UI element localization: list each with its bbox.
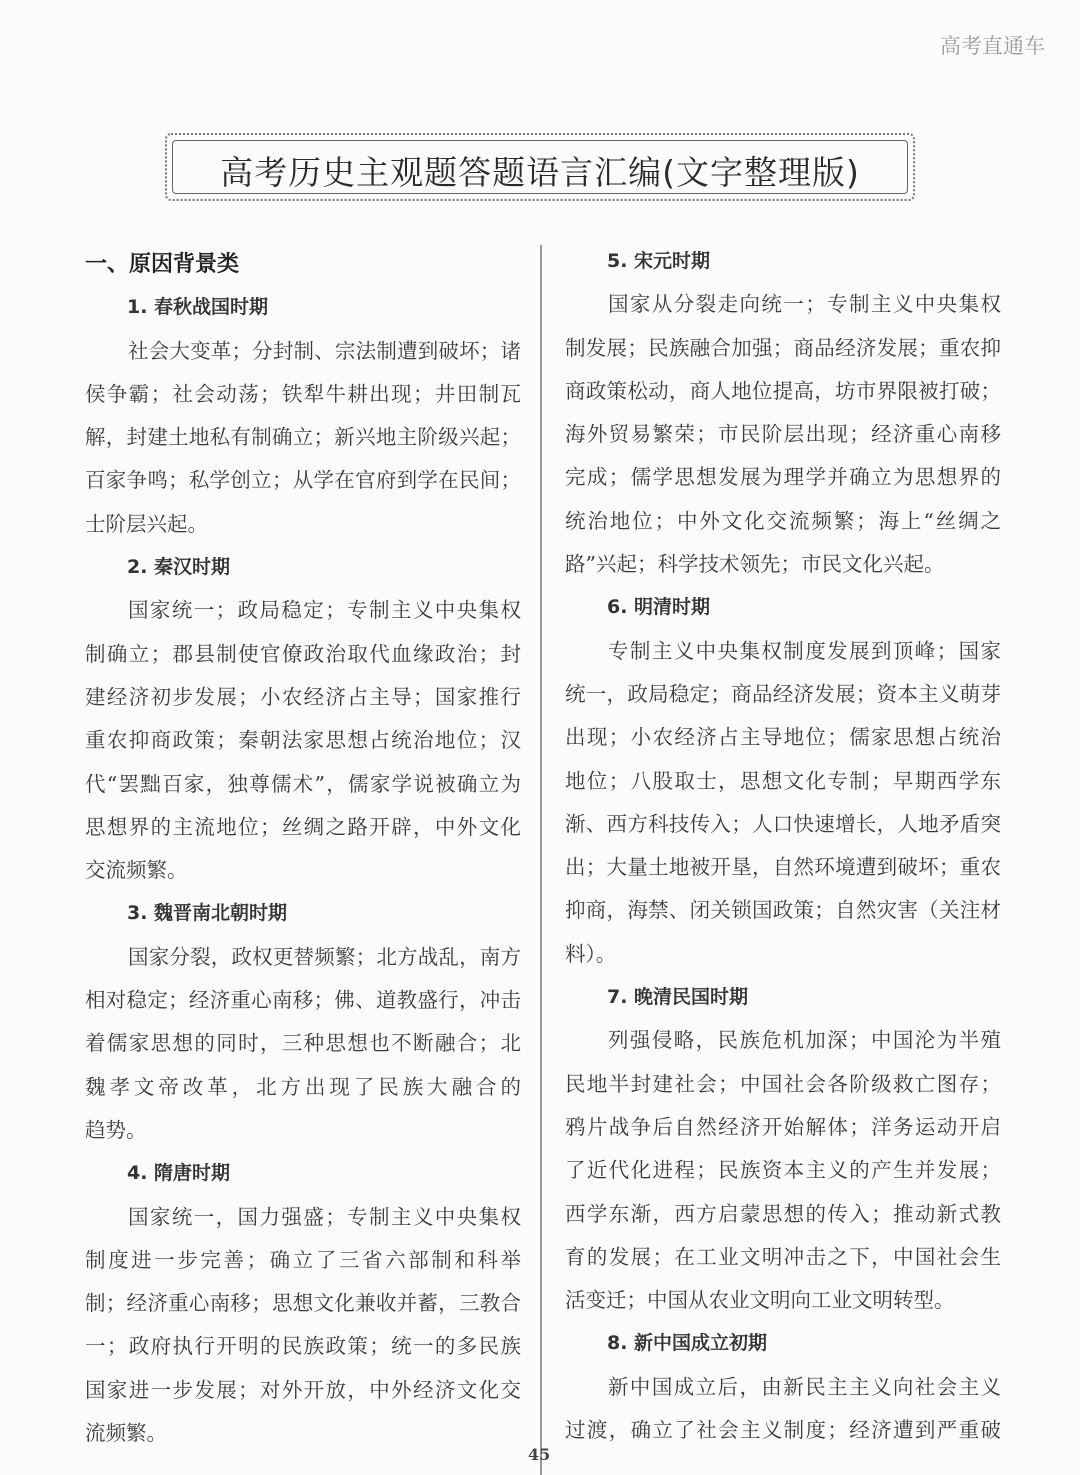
period-paragraph (565, 1019, 1001, 1322)
text-line: 统一，政局稳定；商品经济发展；资本主义萌芽 (565, 681, 1001, 706)
text-line: 士阶层兴起。 (85, 511, 208, 536)
section-heading: 一、原因背景类 (85, 252, 240, 277)
period-paragraph (85, 936, 521, 1152)
text-line: 抑商，海禁、闭关锁国政策；自然灾害（关注材 (565, 898, 1001, 923)
text-line: 趋势。 (85, 1117, 147, 1142)
text-line: 思想界的主流地位；丝绸之路开辟，中外文化 (85, 814, 521, 839)
period-heading: 8. 新中国成立初期 (607, 1332, 768, 1355)
text-line: 列强侵略，民族危机加深；中国沦为半殖 (608, 1028, 1001, 1053)
period-paragraph (85, 1196, 521, 1456)
text-line: 新中国成立后，由新民主主义向社会主义 (608, 1374, 1001, 1399)
period-heading: 6. 明清时期 (607, 596, 711, 619)
text-line: 社会大变革；分封制、宗法制遭到破坏；诸 (128, 338, 521, 363)
text-line: 代“罢黜百家，独尊儒术”，儒家学说被确立为 (85, 771, 521, 796)
text-line: 重农抑商政策；秦朝法家思想占统治地位；汉 (85, 728, 521, 753)
text-line: 料）。 (565, 941, 617, 966)
text-line: 了近代化进程；民族资本主义的产生并发展； (565, 1158, 1001, 1183)
text-line: 地位；八股取士，思想文化专制；早期西学东 (565, 768, 1001, 793)
text-line: 完成；儒学思想发展为理学并确立为思想界的 (565, 465, 1001, 490)
text-line: 过渡，确立了社会主义制度；经济遭到严重破 (565, 1418, 1001, 1443)
text-line: 着儒家思想的同时，三种思想也不断融合；北 (85, 1031, 521, 1056)
text-line: 渐、西方科技传入；人口快速增长，人地矛盾突 (565, 811, 1001, 836)
text-line: 侯争霸；社会动荡；铁犁牛耕出现；井田制瓦 (85, 381, 521, 406)
period-heading: 2. 秦汉时期 (127, 556, 231, 579)
column-divider (540, 245, 542, 1475)
text-line: 西学东渐，西方启蒙思想的传入；推动新式教 (565, 1201, 1001, 1226)
period-paragraph (565, 283, 1001, 586)
text-line: 统治地位；中外文化交流频繁；海上“丝绸之 (565, 508, 1001, 533)
text-line: 制；经济重心南移；思想文化兼收并蓄，三教合 (85, 1291, 521, 1316)
title-frame (165, 133, 915, 201)
period-heading: 7. 晚清民国时期 (607, 986, 749, 1009)
text-line: 建经济初步发展；小农经济占主导；国家推行 (85, 684, 521, 709)
text-line: 制确立；郡县制使官僚政治取代血缘政治；封 (85, 641, 521, 666)
text-line: 交流频繁。 (85, 858, 188, 883)
page-title: 高考历史主观题答题语言汇编(文字整理版) (220, 153, 860, 192)
text-line: 民地半封建社会；中国社会各阶级救亡图存； (565, 1071, 1001, 1096)
text-line: 百家争鸣；私学创立；从学在官府到学在民间； (85, 468, 521, 493)
text-line: 出；大量土地被开垦，自然环境遭到破坏；重农 (565, 855, 1001, 880)
text-line: 国家统一，国力强盛；专制主义中央集权 (128, 1204, 521, 1229)
text-line: 育的发展；在工业文明冲击之下，中国社会生 (565, 1244, 1001, 1269)
right-column (565, 240, 1001, 1452)
period-heading: 4. 隋唐时期 (127, 1162, 231, 1185)
text-line: 一；政府执行开明的民族政策；统一的多民族 (85, 1334, 521, 1359)
text-line: 国家统一；政局稳定；专制主义中央集权 (128, 598, 521, 623)
period-heading: 1. 春秋战国时期 (127, 296, 269, 319)
period-paragraph (565, 1366, 1001, 1453)
period-paragraph (85, 589, 521, 892)
left-column (85, 243, 521, 1455)
text-line: 专制主义中央集权制度发展到顶峰；国家 (608, 638, 1001, 663)
watermark: 高考直通车 (940, 34, 1045, 58)
text-line: 制发展；民族融合加强；商品经济发展；重农抑 (565, 335, 1001, 360)
text-line: 活变迁；中国从农业文明向工业文明转型。 (565, 1288, 955, 1313)
period-paragraph (85, 330, 521, 546)
text-line: 出现；小农经济占主导地位；儒家思想占统治 (565, 725, 1001, 750)
text-line: 解，封建土地私有制确立；新兴地主阶级兴起； (85, 425, 521, 450)
text-line: 路”兴起；科学技术领先；市民文化兴起。 (565, 552, 945, 577)
text-line: 国家从分裂走向统一；专制主义中央集权 (608, 292, 1001, 317)
text-line: 国家进一步发展；对外开放，中外经济文化交 (85, 1377, 521, 1402)
text-line: 鸦片战争后自然经济开始解体；洋务运动开启 (565, 1114, 1001, 1139)
text-line: 流频繁。 (85, 1421, 167, 1446)
period-paragraph (565, 630, 1001, 976)
text-line: 相对稳定；经济重心南移；佛、道教盛行，冲击 (85, 988, 521, 1013)
period-heading: 5. 宋元时期 (607, 250, 711, 272)
text-line: 商政策松动，商人地位提高，坊市界限被打破； (565, 378, 1001, 403)
text-line: 魏孝文帝改革，北方出现了民族大融合的 (85, 1074, 521, 1099)
text-line: 制度进一步完善；确立了三省六部制和科举 (85, 1247, 521, 1272)
page-number: 45 (528, 1445, 551, 1464)
text-line: 国家分裂，政权更替频繁；北方战乱，南方 (128, 944, 521, 969)
period-heading: 3. 魏晋南北朝时期 (127, 902, 288, 925)
text-line: 海外贸易繁荣；市民阶层出现；经济重心南移 (565, 422, 1001, 447)
